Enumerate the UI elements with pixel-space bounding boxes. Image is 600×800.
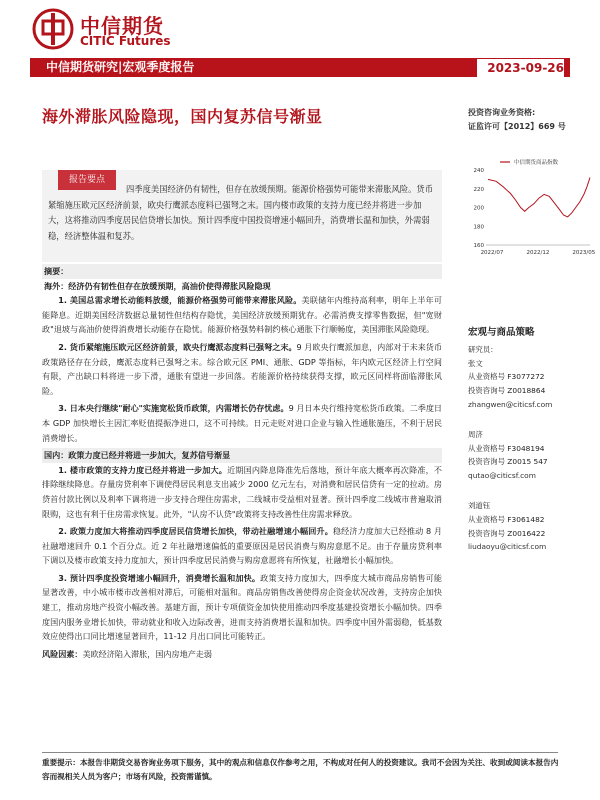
summary-tag: 报告要点 bbox=[58, 170, 116, 190]
summary-text: 四季度美国经济仍有韧性，但存在放缓预期。能源价格强势可能带来滞胀风险。货币紧缩施压欧元区经济前景，欧央行鹰派态度料已强弩之末。国内楼市政策的支持力度已经并将进一步加大，这将推动四季度居民信贷增长加快。预计四季度中国投资增速小幅回升，消费增长温和加快，外需弱稳，经济整体温和复苏。 bbox=[48, 184, 433, 241]
y-tick-label: 200 bbox=[473, 205, 484, 212]
overseas-heading: 海外：经济仍有韧性但存在放缓预期，高油价使得滞胀风险隐现 bbox=[44, 280, 271, 291]
brand-name-en: CITIC Futures bbox=[80, 34, 171, 48]
analyst-email[interactable]: zhangwen@citicsf.com bbox=[468, 399, 553, 409]
y-tick-label: 180 bbox=[473, 224, 484, 231]
paragraph-eu-text: 9 月欧央行鹰派加息，内部对于未来货币政策路径存在分歧，鹰派态度料已强弩之末。综合欧元区 PMI、通胀、GDP 等指标，年内欧元区经济上行空间有限，产出缺口料将进一步下滑，通胀有望进一步回落。若能源价格持续获得支撑，欧元区同样将面临滞胀风险。 bbox=[42, 341, 442, 396]
analyst-advisory-license: 投资咨询号 Z0018864 bbox=[468, 386, 546, 396]
analyst-card bbox=[468, 499, 588, 554]
disclaimer: 重要提示：本报告非期货交易咨询业务项下服务，其中的观点和信息仅作参考之用，不构成对任何人的投资建议。我司不会因为关注、收到或阅读本报告内容而视相关人员为客户；市场有风险，投资需谨慎。 bbox=[42, 758, 559, 781]
team-title: 宏观与商品策略 bbox=[468, 327, 535, 338]
researcher-role: 研究员： bbox=[468, 344, 498, 354]
chart-svg bbox=[460, 148, 596, 258]
paragraph-property-text: 近期国内降息降准先后落地，预计年底大概率再次降准，不排除继续降息。存量房贷利率下调使得居民利息支出减少 2000 亿元左右，对消费和居民信贷有一定的拉动。房贷首付款比例以及利率下调将进一步支持合理住房需求，二线城市受益相对显著。预计四季度二线城市普遍取消限购，这也有利于住房需求恢复。此外，"认房不认贷"政策将支持改善性住房需求释放。 bbox=[42, 464, 442, 519]
analyst-email[interactable]: liudaoyu@citicsf.com bbox=[468, 542, 547, 552]
brand-name: 中信期货 bbox=[80, 14, 164, 38]
paragraph-credit-text: 稳经济力度加大已经推动 8 月社融增速回升 0.1 个百分点。近 2 年社融增速偏低的重要原因是居民消费与购房意愿不足。由于存量房贷利率下调以及楼市政策支持力度加大，预计四季度居民消费与购房意愿将有所恢复，社融增长小幅加快。 bbox=[42, 526, 442, 566]
risk-factors bbox=[42, 647, 442, 662]
risk-text: 美欧经济陷入滞胀，国内房地产走弱 bbox=[82, 648, 212, 659]
commodity-index-chart bbox=[460, 148, 596, 258]
y-tick-label: 240 bbox=[473, 168, 484, 174]
domestic-heading: 国内：政策力度已经并将进一步加大，复苏信号渐显 bbox=[42, 448, 442, 463]
series-line bbox=[488, 178, 590, 217]
qualification-line1: 投资咨询业务资格: bbox=[468, 108, 536, 117]
x-tick-label: 2022/07 bbox=[480, 250, 504, 256]
paragraph-eu-heading: 2. 货币紧缩施压欧元区经济前景，欧央行鹰派态度料已强弩之末。 bbox=[58, 341, 297, 352]
report-header bbox=[0, 0, 600, 78]
analyst-name: 张文 bbox=[468, 358, 483, 368]
citic-logo-icon bbox=[32, 8, 74, 50]
paragraph-us bbox=[42, 293, 442, 337]
paragraph-jp-text: 9 月日本央行维持宽松货币政策。二季度日本 GDP 加快增长主因汇率贬值提振净进口，这不可持续。日元走贬对进口企业与输入性通胀施压，不利于居民消费增长。 bbox=[42, 403, 443, 443]
analyst-name: 周济 bbox=[468, 429, 483, 439]
analyst-license: 从业资格号 F3077272 bbox=[468, 372, 545, 382]
paragraph-us-heading: 1. 美国总需求增长动能料放缓，能源价格强势可能带来滞胀风险。 bbox=[58, 295, 302, 306]
report-title: 海外滞胀风险隐现，国内复苏信号渐显 bbox=[42, 107, 323, 126]
y-tick-label: 160 bbox=[473, 243, 484, 249]
paragraph-credit bbox=[42, 524, 442, 568]
research-team bbox=[468, 326, 588, 570]
analyst-email[interactable]: qutao@citicsf.com bbox=[468, 471, 536, 481]
paragraph-us-text: 美联储年内维持高利率，明年上半年可能降息。近期美国经济数据总量韧性但结构存隐忧，美国经济放缓预期犹存。必需消费支撑零售数据，但"宽财政"退坡与高油价使得消费增长动能存在隐忧。能源价格强势料制约核心通胀下行顺畅度，美国滞胀风险隐现。 bbox=[42, 295, 442, 335]
report-series: 中信期货研究|宏观季度报告 bbox=[46, 60, 195, 74]
paragraph-jp bbox=[42, 401, 442, 445]
analyst-name: 刘道钰 bbox=[468, 500, 491, 510]
analyst-card bbox=[468, 357, 588, 412]
paragraph-jp-heading: 3. 日本央行继续"耐心"实施宽松货币政策，内需增长仍存忧虑。 bbox=[58, 403, 289, 414]
paragraph-investment-text: 政策支持力度加大，四季度大城市商品房销售可能显著改善，中小城市楼市改善相对滞后，可能相对温和。商品房销售改善使得房企资金状况改善，支持房企加快建工，推动房地产投资小幅改善。基建方面，预计专项债资金加快使用推动四季度基建投资增长小幅加快。四季度国内服务业增长加快，带动就业和收入边际改善，进而支持消费增长温和加快。四季度中国外需弱稳，低基数效应使得出口同比增速显著回升，11-12 月出口同比可能转正。 bbox=[42, 572, 442, 642]
risk-label: 风险因素： bbox=[42, 648, 83, 659]
report-date: 2023-09-26 bbox=[477, 59, 564, 78]
report-body bbox=[42, 264, 442, 661]
analyst-card bbox=[468, 428, 588, 483]
paragraph-investment-heading: 3. 预计四季度投资增速小幅回升，消费增长温和加快。 bbox=[58, 572, 261, 583]
abstract-label: 摘要： bbox=[42, 264, 442, 279]
paragraph-credit-heading: 2. 政策力度加大将推动四季度居民信贷增长加快，带动社融增速小幅回升。 bbox=[58, 526, 333, 537]
qualification bbox=[468, 106, 588, 134]
analyst-advisory-license: 投资咨询号 Z0015 547 bbox=[468, 457, 548, 467]
analyst-license: 从业资格号 F3048194 bbox=[468, 443, 545, 453]
paragraph-eu bbox=[42, 340, 442, 398]
legend-label: 中信期货商品指数 bbox=[514, 160, 559, 166]
qualification-line2: 证监许可【2012】669 号 bbox=[468, 122, 566, 131]
paragraph-property-heading: 1. 楼市政策的支持力度已经并将进一步加大。 bbox=[58, 464, 228, 475]
disclaimer-divider bbox=[42, 752, 558, 753]
x-tick-label: 2023/05 bbox=[572, 250, 596, 256]
analyst-advisory-license: 投资咨询号 Z0016422 bbox=[468, 528, 546, 538]
analyst-license: 从业资格号 F3061482 bbox=[468, 514, 545, 524]
paragraph-investment bbox=[42, 571, 442, 644]
x-tick-label: 2022/12 bbox=[526, 250, 550, 256]
y-tick-label: 220 bbox=[473, 186, 484, 193]
paragraph-property bbox=[42, 463, 442, 521]
